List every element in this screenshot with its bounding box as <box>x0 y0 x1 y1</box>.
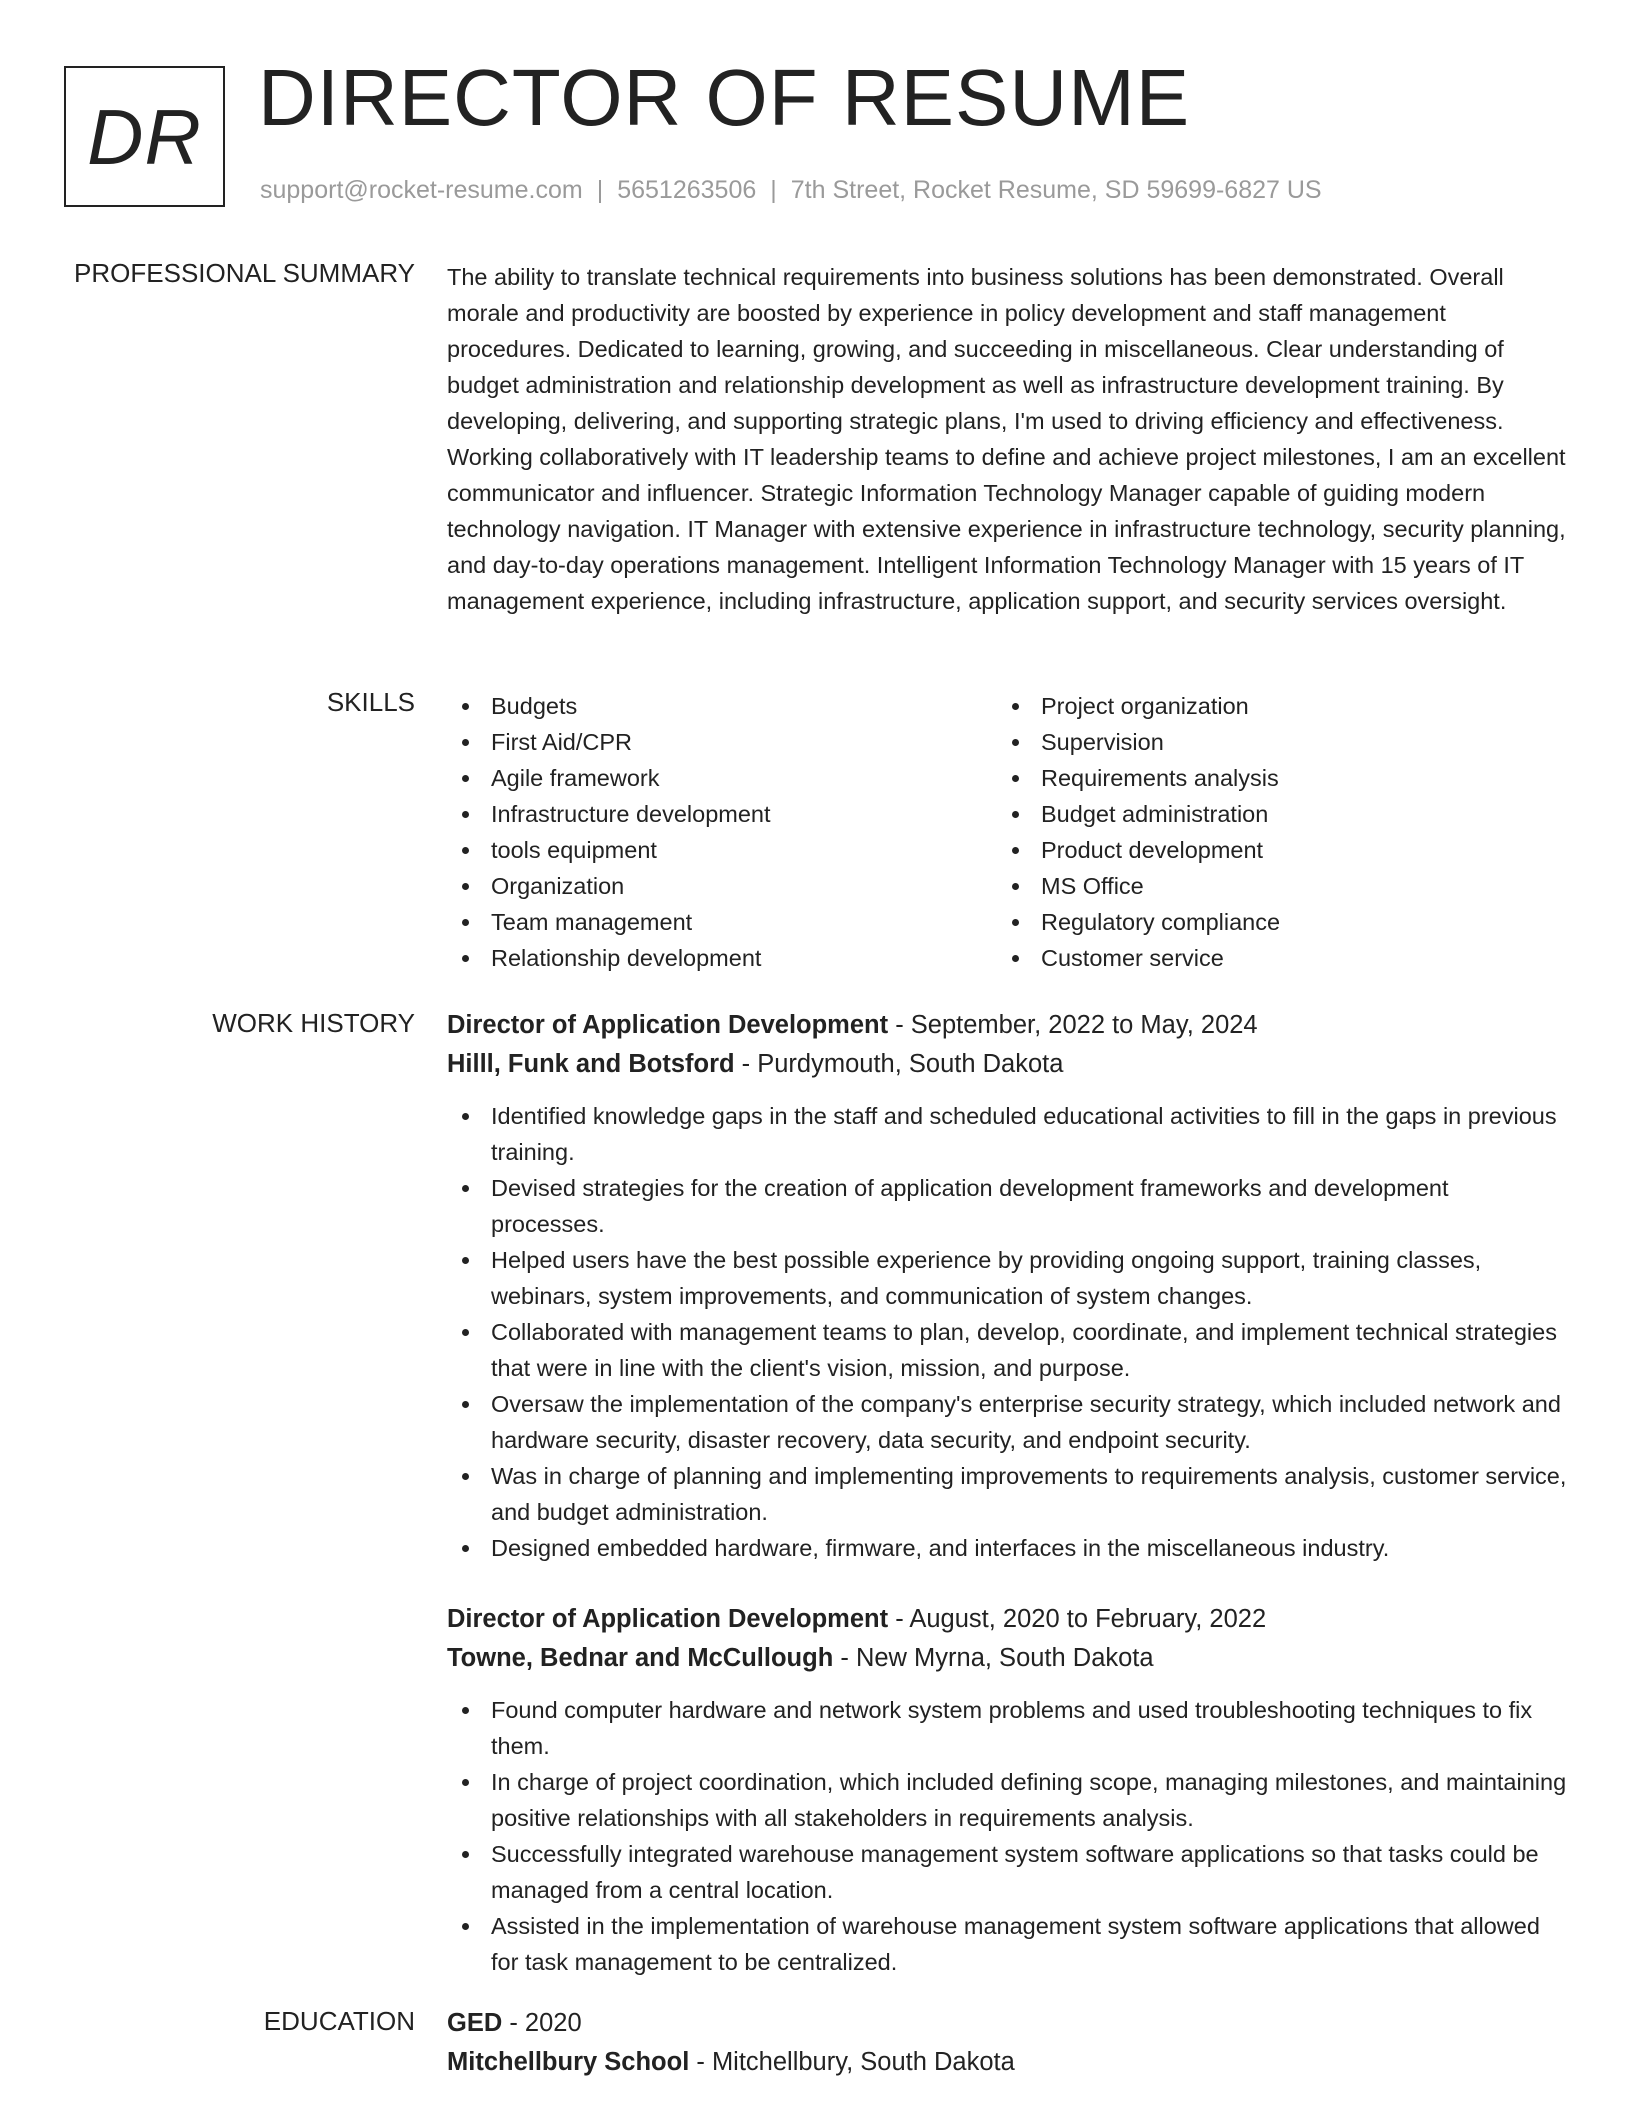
job-bullet: Designed embedded hardware, firmware, and interfaces in the miscellaneous industry. <box>447 1530 1567 1566</box>
job-entry <box>447 1006 1567 1566</box>
skill-item: Budgets <box>447 688 997 724</box>
education-school: Mitchellbury School <box>447 2048 690 2076</box>
work-history-body <box>447 1006 1567 1980</box>
education-location: - Mitchellbury, South Dakota <box>689 2048 1015 2076</box>
monogram-logo: DR <box>64 66 225 207</box>
education-degree: GED <box>447 2009 503 2037</box>
contact-separator: | <box>596 176 604 204</box>
job-bullet: In charge of project coordination, which included defining scope, managing milestones, and maintaining positive relationships with all stakeholders in requirements analysis. <box>447 1764 1567 1836</box>
job-company: Towne, Bednar and McCullough <box>447 1644 834 1672</box>
job-location: - Purdymouth, South Dakota <box>734 1050 1064 1078</box>
education-school-line <box>447 2043 1567 2082</box>
job-title: Director of Application Development <box>447 1605 889 1633</box>
education-degree-line <box>447 2004 1567 2043</box>
skill-item: Customer service <box>997 940 1547 976</box>
job-bullet: Oversaw the implementation of the company's enterprise security strategy, which included network and hardware security, disaster recovery, data security, and endpoint security. <box>447 1386 1567 1458</box>
job-bullet: Was in charge of planning and implementing improvements to requirements analysis, customer service, and budget administration. <box>447 1458 1567 1530</box>
job-title-line <box>447 1600 1567 1639</box>
job-bullet: Assisted in the implementation of warehouse management system software applications that allowed for task management to be centralized. <box>447 1908 1567 1980</box>
skill-item: Organization <box>447 868 997 904</box>
job-bullets <box>447 1692 1567 1980</box>
skill-item: Supervision <box>997 724 1547 760</box>
work-history-heading: WORK HISTORY <box>212 1008 415 1038</box>
contact-phone[interactable]: 5651263506 <box>617 176 757 204</box>
skill-item: Agile framework <box>447 760 997 796</box>
contact-separator: | <box>770 176 777 204</box>
summary-text: The ability to translate technical requirements into business solutions has been demonstrated. Overall morale and productivity are boosted by experience in policy development and staff management procedures. Dedicated to learning, growing, and succeeding in miscellaneous. Clear understanding of budget administration and relationship development as well as infrastructure development training. By developing, delivering, and supporting strategic plans, I'm used to driving efficiency and effectiveness. Working collaboratively with IT leadership teams to define and achieve project milestones, I am an excellent communicator and influencer. Strategic Information Technology Manager capable of guiding modern technology navigation. IT Manager with extensive experience in infrastructure technology, security planning, and day-to-day operations management. Intelligent Information Technology Manager with 15 years of IT management experience, including infrastructure, application support, and security services oversight. <box>447 264 1566 614</box>
skill-item: tools equipment <box>447 832 997 868</box>
skill-item: Regulatory compliance <box>997 904 1547 940</box>
skill-item: Team management <box>447 904 997 940</box>
education-heading: EDUCATION <box>263 2006 415 2036</box>
job-bullet: Identified knowledge gaps in the staff and scheduled educational activities to fill in the gaps in previous training. <box>447 1098 1567 1170</box>
job-title-line <box>447 1006 1567 1045</box>
skills-heading: SKILLS <box>326 687 415 717</box>
summary-heading: PROFESSIONAL SUMMARY <box>74 258 415 288</box>
skill-item: Infrastructure development <box>447 796 997 832</box>
skill-item: MS Office <box>997 868 1547 904</box>
job-location: - New Myrna, South Dakota <box>833 1644 1154 1672</box>
job-bullets <box>447 1098 1567 1566</box>
job-bullet: Successfully integrated warehouse management system software applications so that tasks could be managed from a central location. <box>447 1836 1567 1908</box>
education-body <box>447 2004 1567 2082</box>
job-entry <box>447 1600 1567 1980</box>
job-company-line <box>447 1639 1567 1678</box>
job-bullet: Devised strategies for the creation of application development frameworks and development processes. <box>447 1170 1567 1242</box>
contact-line <box>260 176 1322 205</box>
resume-name: DIRECTOR OF RESUME <box>258 53 1191 142</box>
skill-item: Project organization <box>997 688 1547 724</box>
skill-item: Product development <box>997 832 1547 868</box>
job-bullet: Helped users have the best possible experience by providing ongoing support, training classes, webinars, system improvements, and communication of system changes. <box>447 1242 1567 1314</box>
skills-list-right <box>997 688 1547 976</box>
job-company-line <box>447 1045 1567 1084</box>
job-title: Director of Application Development <box>447 1011 889 1039</box>
contact-address: 7th Street, Rocket Resume, SD 59699-6827 US <box>790 176 1322 204</box>
skill-item: Requirements analysis <box>997 760 1547 796</box>
job-dates: - August, 2020 to February, 2022 <box>888 1605 1267 1633</box>
skills-body <box>447 688 1567 976</box>
skill-item: Budget administration <box>997 796 1547 832</box>
skill-item: First Aid/CPR <box>447 724 997 760</box>
contact-email[interactable]: support@rocket-resume.com <box>260 176 583 204</box>
job-bullet: Collaborated with management teams to plan, develop, coordinate, and implement technical strategies that were in line with the client's vision, mission, and purpose. <box>447 1314 1567 1386</box>
education-year: - 2020 <box>502 2009 582 2037</box>
job-company: Hilll, Funk and Botsford <box>447 1050 735 1078</box>
skills-list-left <box>447 688 997 976</box>
skill-item: Relationship development <box>447 940 997 976</box>
job-bullet: Found computer hardware and network system problems and used troubleshooting techniques to fix them. <box>447 1692 1567 1764</box>
summary-body <box>447 259 1567 619</box>
job-dates: - September, 2022 to May, 2024 <box>888 1011 1258 1039</box>
